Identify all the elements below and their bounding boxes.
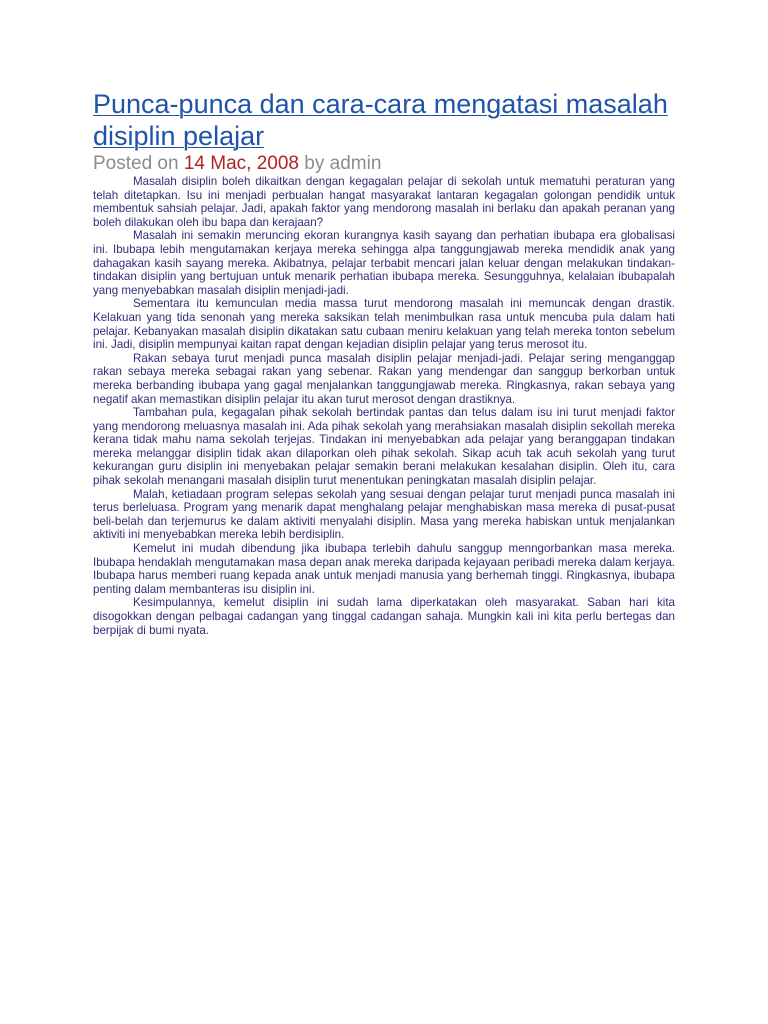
paragraph: Kemelut ini mudah dibendung jika ibubapa terlebih dahulu sanggup menngorbankan masa mereka. Ibubapa hendaklah mengutamakan masa depan anak mereka daripada kejayaan peribadi mereka dalam kerjaya. Ibubapa harus memberi ruang kepada anak untuk menjadi manusia yang berhemah tinggi. Ringkasnya, ibubapa penting dalam membanteras isu disiplin ini. — [93, 542, 675, 596]
paragraph: Tambahan pula, kegagalan pihak sekolah bertindak pantas dan telus dalam isu ini turut menjadi faktor yang mendorong meluasnya masalah ini. Ada pihak sekolah yang merahsiakan masalah disiplin sekollah mereka kerana tidak mahu nama sekolah terjejas. Tindakan ini menyebabkan ada pelajar yang beranggapan tindakan mereka melanggar disiplin tidak akan dilaporkan oleh pihak sekolah. Sikap acuh tak acuh sekolah yang turut kekurangan guru disiplin ini menyebakan pelajar semakin berani melakukan kesalahan disiplin. Oleh itu, cara pihak sekolah menangani masalah disiplin turut menentukan peningkatan masalah disiplin pelajar. — [93, 406, 675, 488]
article — [93, 88, 675, 637]
paragraph: Kesimpulannya, kemelut disiplin ini sudah lama diperkatakan oleh masyarakat. Saban hari kita disogokkan dengan pelbagai cadangan yang tinggal cadangan sahaja. Mungkin kali ini kita perlu bertegas dan berpijak di bumi nyata. — [93, 596, 675, 637]
by-label: by — [304, 153, 325, 174]
paragraph: Sementara itu kemunculan media massa turut mendorong masalah ini memuncak dengan drastik. Kelakuan yang tida senonah yang mereka saksikan telah menimbulkan rasa untuk mencuba pula dalam hati pelajar. Kebanyakan masalah disiplin dikatakan satu cubaan meniru kelakuan yang telah mereka tonton sebelum ini. Jadi, disiplin mempunyai kaitan rapat dengan kejadian disiplin pelajar yang terus merosot itu. — [93, 297, 675, 352]
paragraph: Malah, ketiadaan program selepas sekolah yang sesuai dengan pelajar turut menjadi punca masalah ini terus berleluasa. Program yang menarik dapat menghalang pelajar menghabiskan masa mereka di pusat-pusat beli-belah dan terjemurus ke dalam aktiviti menyalahi disiplin. Masa yang mereka habiskan untuk menjalankan aktiviti ini menyebabkan mereka lebih berdisiplin. — [93, 487, 675, 542]
article-title-link[interactable]: Punca-punca dan cara-cara mengatasi masalah disiplin pelajar — [93, 89, 668, 151]
paragraph: Masalah disiplin boleh dikaitkan dengan kegagalan pelajar di sekolah untuk mematuhi peraturan yang telah ditetapkan. Isu ini menjadi perbualan hangat masyarakat lantaran kegagalan golongan pendidik untuk membentuk sahsiah pelajar. Jadi, apakah faktor yang mendorong masalah ini berlaku dan apakah peranan yang boleh dilakukan oleh ibu bapa dan kerajaan? — [93, 175, 675, 229]
paragraph: Rakan sebaya turut menjadi punca masalah disiplin pelajar menjadi-jadi. Pelajar sering menganggap rakan sebaya mereka sebagai rakan yang sebenar. Rakan yang mendengar dan sanggup berkorban untuk mereka berbanding ibubapa yang gagal menjalankan tanggungjawab mereka. Ringkasnya, rakan sebaya yang negatif akan memastikan disiplin pelajar itu akan turut merosot dengan drastiknya. — [93, 351, 675, 406]
post-date-link[interactable]: 14 Mac, 2008 — [183, 153, 299, 174]
posted-on-label: Posted on — [93, 153, 179, 174]
article-body — [93, 175, 675, 637]
post-author-link[interactable]: admin — [329, 153, 382, 174]
paragraph: Masalah ini semakin meruncing ekoran kurangnya kasih sayang dan perhatian ibubapa era globalisasi ini. Ibubapa lebih mengutamakan kerjaya mereka sehingga alpa tanggungjawab mereka mendidik anak yang dahagakan kasih sayang mereka. Akibatnya, pelajar terbabit mencari jalan keluar dengan melakukan tindakan-tindakan disiplin yang bertujuan untuk menarik perhatian ibubapa mereka. Sesungguhnya, kelalaian ibubapalah yang menyebabkan masalah disiplin menjadi-jadi. — [93, 229, 675, 297]
post-meta — [93, 153, 675, 175]
